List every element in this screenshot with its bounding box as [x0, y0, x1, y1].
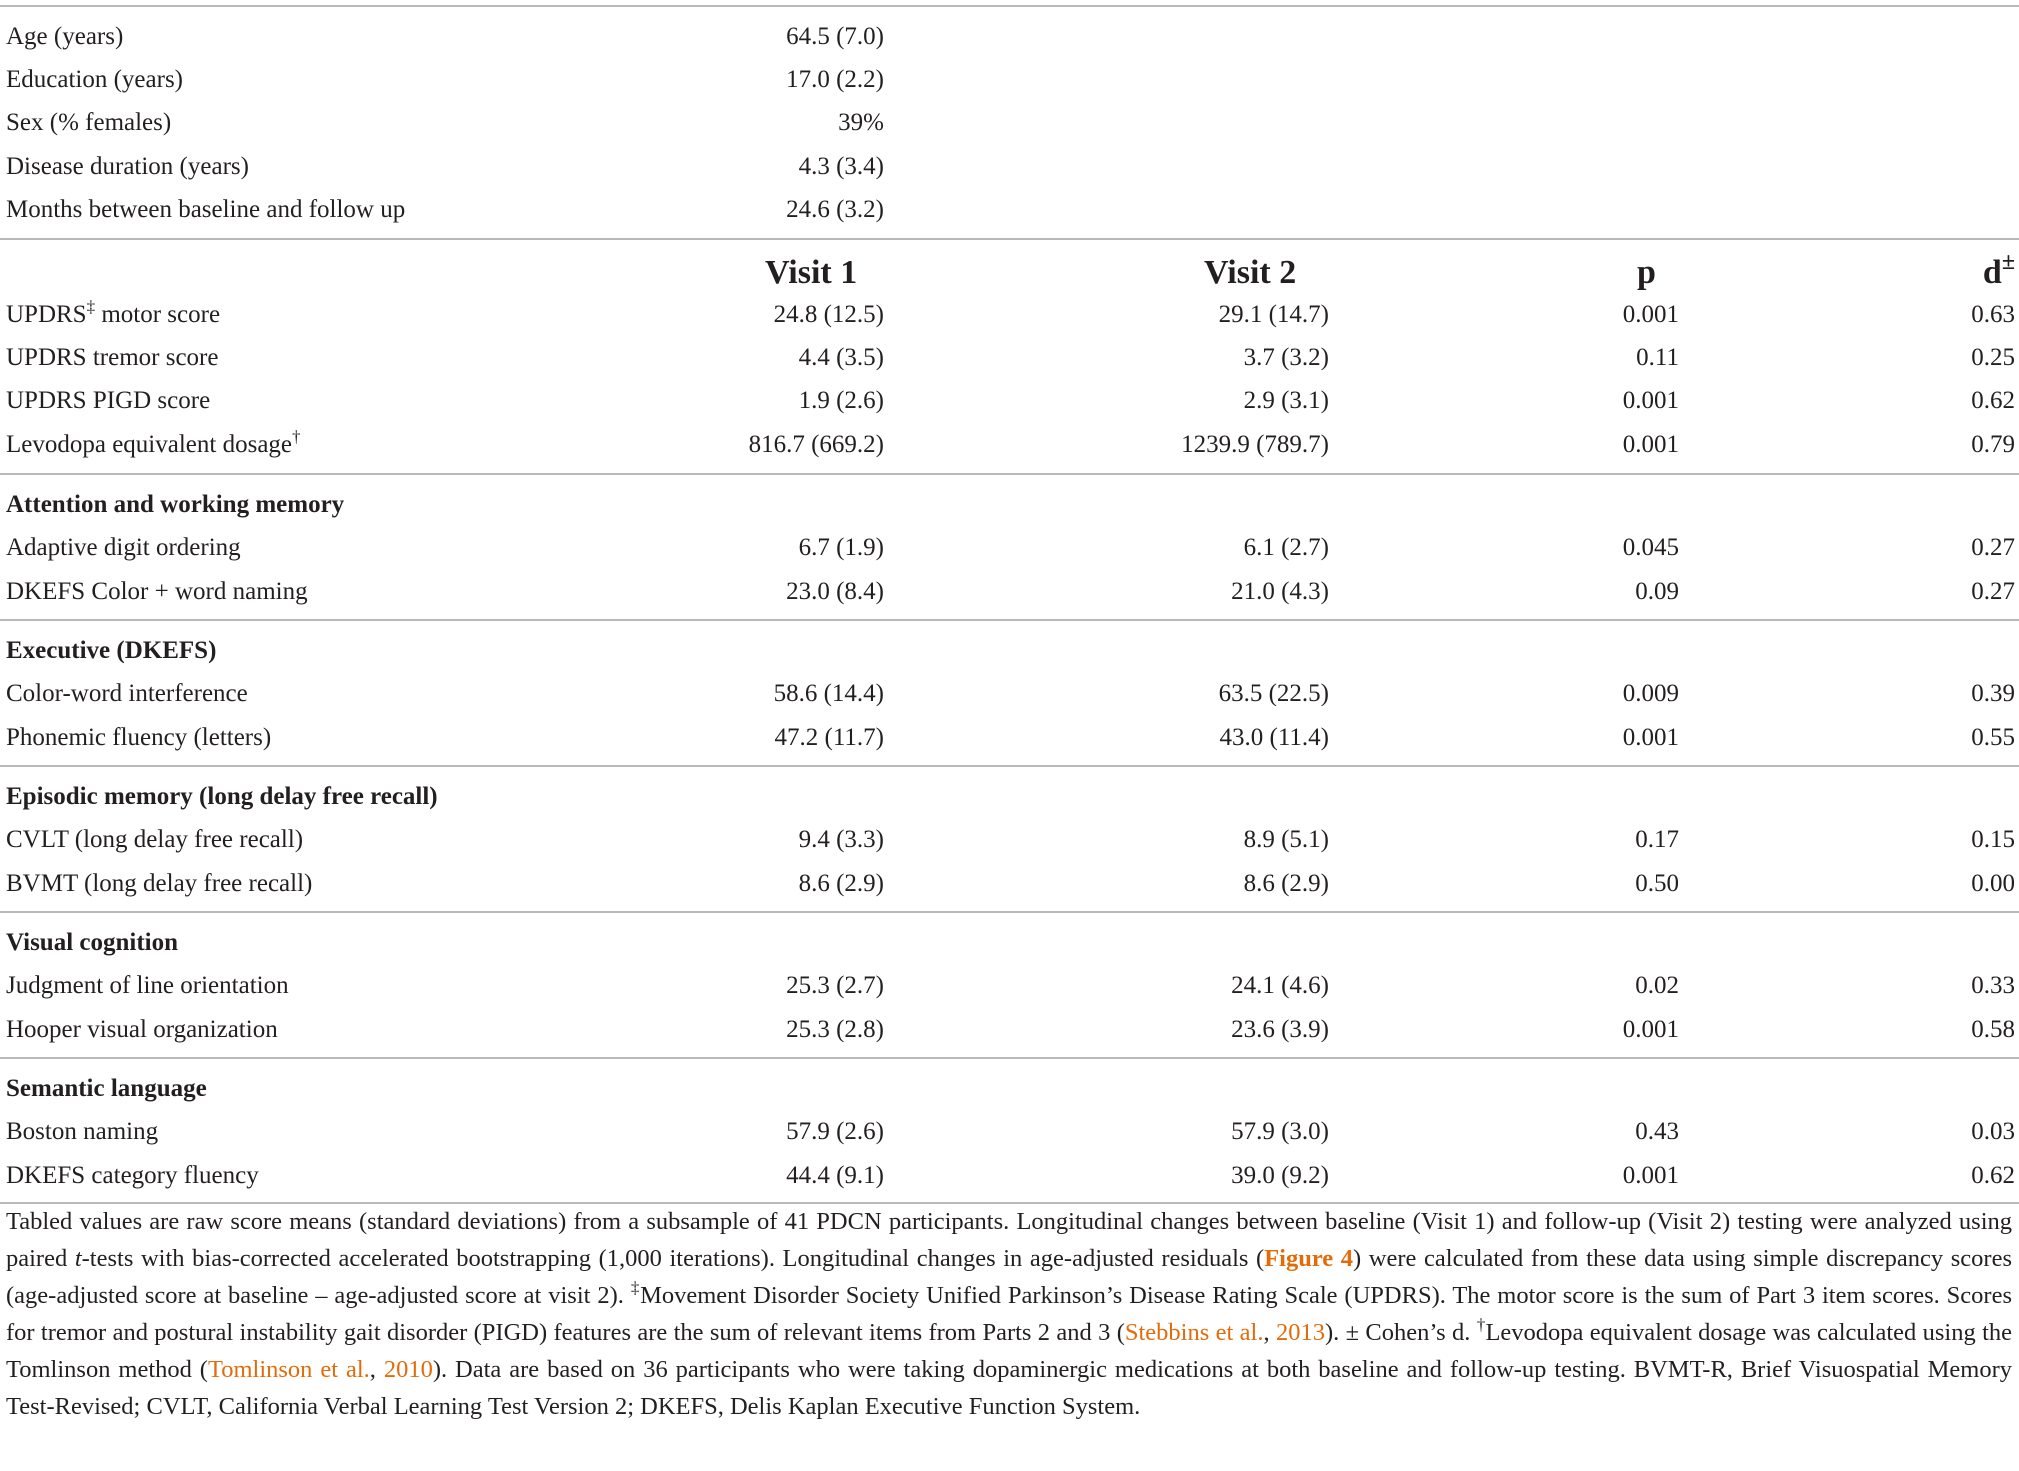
stebbins-year-link[interactable]: 2013: [1275, 1319, 1325, 1346]
table-row: [0, 526, 2019, 570]
table-row: [0, 672, 2019, 716]
visit2-value: 1239.9 (789.7): [1181, 431, 1329, 458]
section-title: Executive (DKEFS): [6, 637, 217, 664]
d-value: 0.79: [1971, 431, 2015, 458]
demographic-row: [0, 15, 2019, 59]
visit1-value: 57.9 (2.6): [786, 1118, 884, 1145]
visit1-value: 25.3 (2.7): [786, 972, 884, 999]
demographic-row: [0, 101, 2019, 145]
visit2-value: 43.0 (11.4): [1219, 724, 1329, 751]
section-heading: [0, 775, 2019, 819]
row-label: Disease duration (years): [6, 153, 249, 180]
row-label: BVMT (long delay free recall): [6, 870, 313, 897]
row-label-text: UPDRS: [6, 301, 87, 328]
visit2-value: 24.1 (4.6): [1231, 972, 1329, 999]
visit2-value: 39.0 (9.2): [1231, 1162, 1329, 1189]
row-label: Education (years): [6, 66, 184, 93]
p-value: 0.001: [1622, 724, 1679, 751]
demographic-row: [0, 58, 2019, 102]
section-title: Attention and working memory: [6, 491, 345, 518]
d-value: 0.62: [1971, 387, 2015, 414]
visit2-value: 21.0 (4.3): [1231, 578, 1329, 605]
row-label-sup: ‡: [86, 297, 96, 316]
footnote-text: ,: [1263, 1319, 1276, 1346]
p-value: 0.009: [1622, 680, 1679, 707]
d-value: 0.58: [1971, 1016, 2015, 1043]
p-value: 0.17: [1635, 826, 1679, 853]
row-label: [6, 293, 220, 337]
table-row: [0, 862, 2019, 906]
header-visit2: Visit 2: [1204, 254, 1297, 291]
row-label-rest: motor score: [95, 301, 221, 328]
visit1-value: 47.2 (11.7): [774, 724, 884, 751]
section-heading: [0, 483, 2019, 527]
section-heading: [0, 921, 2019, 965]
d-value: 0.55: [1971, 724, 2015, 751]
row-label: Phonemic fluency (letters): [6, 724, 272, 751]
visit2-value: 23.6 (3.9): [1231, 1016, 1329, 1043]
footnote-text: -tests with bias-corrected accelerated bootstrapping (1,000 iterations). Longitudinal changes in age-adjusted residuals (: [81, 1245, 1265, 1272]
d-value: 0.15: [1971, 826, 2015, 853]
footnote-text: ). Data are based on 36 participants who were taking dopaminergic medications at both baseline and follow-up testing. BVMT-R, Brief Visuospatial Memory Test-Revised; CVLT, California Verbal Learning Test Version 2; DKEFS, Delis Kaplan Executive Function System.: [6, 1356, 2012, 1420]
p-value: 0.11: [1636, 344, 1679, 371]
row-label: CVLT (long delay free recall): [6, 826, 304, 853]
visit2-value: 63.5 (22.5): [1218, 680, 1329, 707]
visit1-value: 4.4 (3.5): [798, 344, 884, 371]
visit2-value: 8.6 (2.9): [1243, 870, 1329, 897]
section-title: Visual cognition: [6, 929, 179, 956]
visit1-value: 9.4 (3.3): [798, 826, 884, 853]
visit2-value: 8.9 (5.1): [1243, 826, 1329, 853]
d-value: 0.27: [1971, 578, 2015, 605]
table-row: [0, 379, 2019, 423]
row-label: UPDRS PIGD score: [6, 387, 211, 414]
table-row: [0, 570, 2019, 614]
row-label-sup: †: [292, 427, 301, 446]
section-title: Episodic memory (long delay free recall): [6, 783, 438, 810]
header-d: [1983, 248, 2015, 298]
footnote-sup-double-dagger: ‡: [630, 1278, 641, 1297]
row-label: UPDRS tremor score: [6, 344, 219, 371]
d-value: 0.25: [1971, 344, 2015, 371]
figure-4-link[interactable]: Figure 4: [1264, 1245, 1354, 1272]
stebbins-citation-link[interactable]: Stebbins et al.: [1124, 1319, 1264, 1346]
row-label-text: Levodopa equivalent dosage: [6, 431, 293, 458]
footnote-text: ) were calculated from these data using simple discrepancy scores (age-adjusted score at baseline – age-adjusted score at visit 2).: [6, 1245, 2012, 1309]
p-value: 0.001: [1622, 1016, 1679, 1043]
row-label: Judgment of line orientation: [6, 972, 289, 999]
p-value: 0.43: [1635, 1118, 1679, 1145]
table-row: [0, 293, 2019, 337]
rule: [0, 238, 2019, 240]
row-value: 17.0 (2.2): [786, 66, 884, 93]
d-value: 0.27: [1971, 534, 2015, 561]
row-label: [6, 423, 301, 467]
row-label: Hooper visual organization: [6, 1016, 278, 1043]
rule: [0, 765, 2019, 767]
table-row: [0, 964, 2019, 1008]
section-title: Semantic language: [6, 1075, 207, 1102]
demographic-row: [0, 145, 2019, 189]
d-value: 0.03: [1971, 1118, 2015, 1145]
visit2-value: 2.9 (3.1): [1243, 387, 1329, 414]
row-label: Months between baseline and follow up: [6, 196, 406, 223]
row-label: DKEFS category fluency: [6, 1162, 259, 1189]
p-value: 0.045: [1622, 534, 1679, 561]
visit2-value: 29.1 (14.7): [1218, 301, 1329, 328]
table-row: [0, 1008, 2019, 1052]
header-p: p: [1637, 254, 1656, 291]
row-label: Age (years): [6, 23, 124, 50]
visit2-value: 57.9 (3.0): [1231, 1118, 1329, 1145]
rule: [0, 619, 2019, 621]
footnote-text: ). ± Cohen’s d.: [1324, 1319, 1477, 1346]
row-label: Color-word interference: [6, 680, 248, 707]
footnote-text: ,: [369, 1356, 384, 1383]
p-value: 0.50: [1635, 870, 1679, 897]
d-value: 0.62: [1971, 1162, 2015, 1189]
d-value: 0.33: [1971, 972, 2015, 999]
visit1-value: 24.8 (12.5): [773, 301, 884, 328]
section-heading: [0, 1067, 2019, 1111]
row-label: Adaptive digit ordering: [6, 534, 241, 561]
row-value: 64.5 (7.0): [786, 23, 884, 50]
row-label: Sex (% females): [6, 109, 172, 136]
visit1-value: 44.4 (9.1): [786, 1162, 884, 1189]
visit1-value: 6.7 (1.9): [798, 534, 884, 561]
demographic-row: [0, 188, 2019, 232]
section-heading: [0, 629, 2019, 673]
visit1-value: 25.3 (2.8): [786, 1016, 884, 1043]
header-visit1: Visit 1: [765, 254, 858, 291]
footnote-italic-t: t: [74, 1245, 82, 1272]
row-value: 24.6 (3.2): [786, 196, 884, 223]
p-value: 0.001: [1622, 301, 1679, 328]
table-row: [0, 1154, 2019, 1198]
footnote-text: Levodopa equivalent dosage was calculated using the Tomlinson method (: [6, 1319, 2013, 1383]
row-value: 4.3 (3.4): [798, 153, 884, 180]
footnote-text: Movement Disorder Society Unified Parkinson’s Disease Rating Scale (UPDRS). The motor score is the sum of Part 3 item scores. Scores for tremor and postural instability gait disorder (PIGD) features are the sum of relevant items from Parts 2 and 3 (: [6, 1282, 2013, 1346]
table-footnote: [6, 1203, 2012, 1425]
footnote-sup-dagger: †: [1476, 1315, 1486, 1334]
header-d-sup: ±: [2001, 249, 2015, 275]
tomlinson-year-link[interactable]: 2010: [383, 1356, 433, 1383]
visit1-value: 1.9 (2.6): [798, 387, 884, 414]
tomlinson-citation-link[interactable]: Tomlinson et al.: [207, 1356, 370, 1383]
visit1-value: 58.6 (14.4): [773, 680, 884, 707]
table-row: [0, 716, 2019, 760]
visit2-value: 6.1 (2.7): [1243, 534, 1329, 561]
d-value: 0.63: [1971, 301, 2015, 328]
table-row: [0, 818, 2019, 862]
visit1-value: 816.7 (669.2): [748, 431, 884, 458]
rule: [0, 911, 2019, 913]
row-label: Boston naming: [6, 1118, 159, 1145]
top-rule: [0, 5, 2019, 7]
row-label: DKEFS Color + word naming: [6, 578, 308, 605]
p-value: 0.001: [1622, 1162, 1679, 1189]
row-value: 39%: [838, 109, 884, 136]
visit1-value: 8.6 (2.9): [798, 870, 884, 897]
p-value: 0.09: [1635, 578, 1679, 605]
rule: [0, 473, 2019, 475]
p-value: 0.02: [1635, 972, 1679, 999]
table-row: [0, 423, 2019, 467]
visit2-value: 3.7 (3.2): [1243, 344, 1329, 371]
d-value: 0.39: [1971, 680, 2015, 707]
column-header-row: [0, 248, 2019, 298]
visit1-value: 23.0 (8.4): [786, 578, 884, 605]
rule: [0, 1057, 2019, 1059]
table-row: [0, 1110, 2019, 1154]
p-value: 0.001: [1622, 387, 1679, 414]
d-value: 0.00: [1971, 870, 2015, 897]
header-d-text: d: [1982, 254, 2002, 291]
table-row: [0, 336, 2019, 380]
footnote-text: Tabled values are raw score means (standard deviations) from a subsample of 41 PDCN participants. Longitudinal changes between baseline (Visit 1) and follow-up (Visit 2) testing were analyzed using paired: [6, 1208, 2012, 1272]
p-value: 0.001: [1622, 431, 1679, 458]
